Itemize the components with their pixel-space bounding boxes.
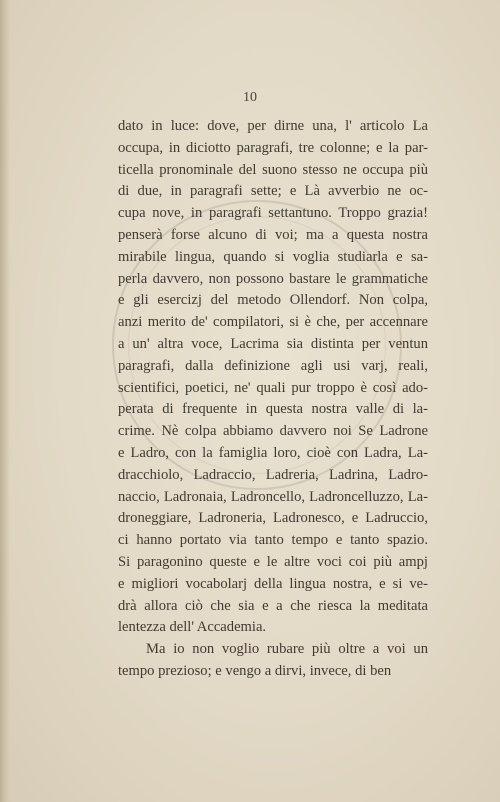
text-line: a un' altra voce, Lacrima sia distinta per ventun (118, 335, 428, 352)
text-line: cupa nove, in paragrafi settantuno. Troppo grazia! (118, 205, 428, 222)
page-edge-shadow (0, 0, 10, 802)
text-line: scientifici, poetici, ne' quali pur troppo è così ado- (118, 379, 428, 396)
text-line: e gli esercizj del metodo Ollendorf. Non colpa, (118, 292, 428, 309)
text-line: dracchiolo, Ladraccio, Ladreria, Ladrina, Ladro- (118, 466, 428, 483)
text-line: ci hanno portato via tanto tempo e tanto spazio. (118, 532, 428, 549)
text-line: penserà forse alcuno di voi; ma a questa nostra (118, 226, 428, 243)
text-line: lentezza dell' Accademia. (118, 619, 267, 636)
text-line: occupa, in diciotto paragrafi, tre colonne; e la par- (118, 139, 428, 156)
text-line: di due, in paragrafi sette; e Là avverbio ne oc- (118, 183, 428, 200)
text-line: crime. Nè colpa abbiamo davvero noi Se Ladrone (118, 423, 428, 440)
text-line: perla davvero, non possono bastare le grammatiche (118, 270, 428, 287)
text-line: naccio, Ladronaia, Ladroncello, Ladroncelluzzo, La- (118, 488, 428, 505)
text-line: Si paragonino queste e le altre voci coi più ampj (118, 553, 428, 570)
text-line: tempo prezioso; e vengo a dirvi, invece, di ben (118, 662, 392, 679)
text-line: ticella pronominale del suono stesso ne occupa più (118, 161, 428, 178)
text-line: drà allora ciò che sia e a che riesca la meditata (118, 597, 428, 614)
text-line: perata di frequente in questa nostra valle di la- (118, 401, 428, 418)
page-number: 10 (243, 90, 257, 105)
text-line: e Ladro, con la famiglia loro, cioè con Ladra, La- (118, 444, 428, 461)
text-line: Ma io non voglio rubare più oltre a voi un (146, 641, 428, 658)
text-line: e migliori vocabolarj della lingua nostra, e si ve- (118, 575, 428, 592)
body-text (118, 116, 428, 683)
text-line: anzi merito de' compilatori, si è che, per accennare (118, 314, 428, 331)
text-line: mirabile lingua, quando si voglia studiarla e sa- (118, 248, 428, 265)
text-line: dato in luce: dove, per dirne una, l' articolo La (118, 118, 428, 134)
text-line: paragrafi, dalla definizione agli usi varj, reali, (118, 357, 428, 374)
text-line: droneggiare, Ladroneria, Ladronesco, e Ladruccio, (118, 510, 428, 527)
